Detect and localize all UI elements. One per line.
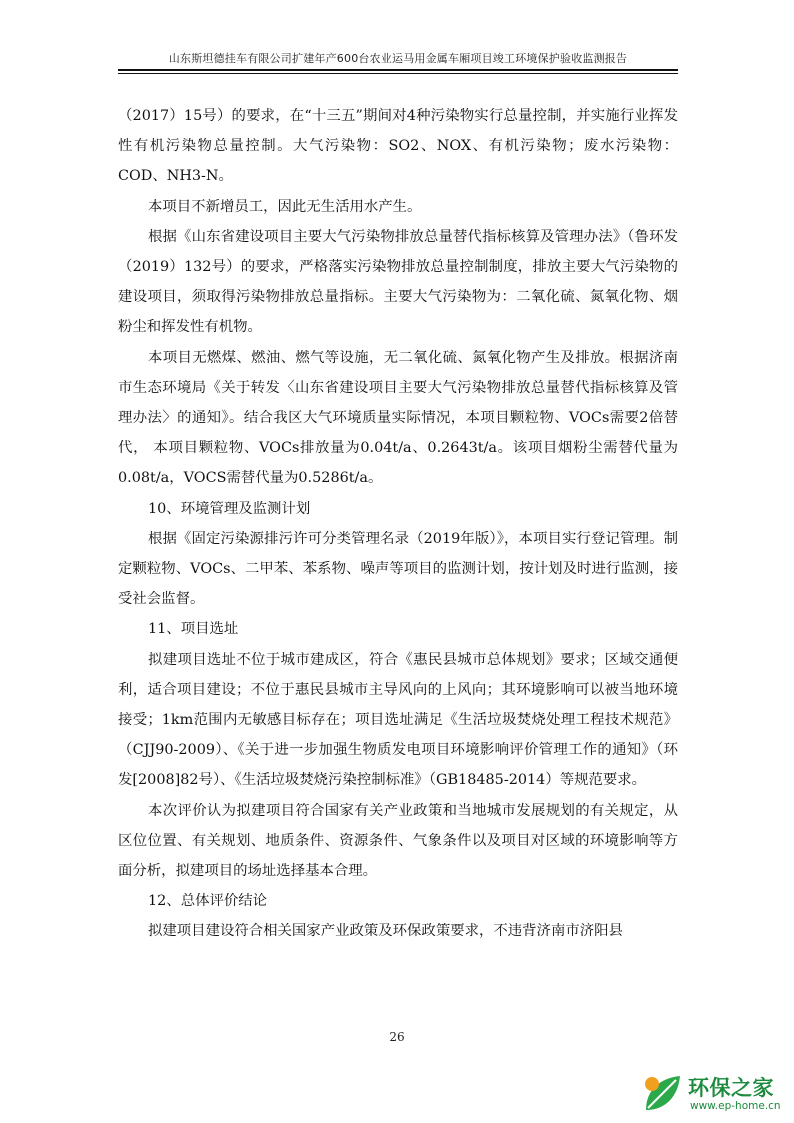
page-header: 山东斯坦德挂车有限公司扩建年产600台农业运马用金属车厢项目竣工环境保护验收监测报告 bbox=[168, 52, 628, 65]
page-number: 26 bbox=[389, 1030, 405, 1044]
paragraph-site-selection: 拟建项目选址不位于城市建成区，符合《惠民县城市总体规划》要求；区域交通便利，适合项目建设；不位于惠民县城市主导风向的上风向；其环境影响可以被当地环境接受；1km范围内无敏感目标存在；项目选址满足《生活垃圾焚烧处理工程技术规范》（CJJ90-2009）、《关于进一步加强生物质发电项目环境影响评价管理工作的通知》（环发[2008]82号）、《生活垃圾焚烧污染控制标准》（GB18485-2014）等规范要求。 bbox=[118, 651, 678, 789]
document-body bbox=[118, 101, 678, 947]
watermark-brand-name: 环保之家 bbox=[688, 1076, 774, 1100]
paragraph-substitution: 本项目无燃煤、燃油、燃气等设施，无二氧化硫、氮氧化物产生及排放。根据济南市生态环境局《关于转发〈山东省建设项目主要大气污染物排放总量替代指标核算及管理办法〉的通知》。结合我区大气环境质量实际情况，本项目颗粒物、VOCs需要2倍替代， 本项目颗粒物、VOCs排放量为0.04t/a、0.2643t/a。该项目烟粉尘需替代量为0.08t/a，VOCS需替代量为0.5286t/a。 bbox=[118, 349, 678, 487]
header-divider-thick bbox=[118, 69, 678, 71]
watermark-url[interactable]: www.ep-home.cn bbox=[690, 1100, 781, 1112]
leaf-logo-icon bbox=[640, 1072, 686, 1116]
paragraph-no-new-staff: 本项目不新增员工，因此无生活用水产生。 bbox=[148, 198, 422, 215]
header-divider-thin bbox=[118, 73, 678, 74]
section-heading-10: 10、环境管理及监测计划 bbox=[148, 500, 311, 517]
paragraph-emission-indicators: 根据《山东省建设项目主要大气污染物排放总量替代指标核算及管理办法》（鲁环发（2019）132号）的要求，严格落实污染物排放总量控制制度，排放主要大气污染物的建设项目，须取得污染物排放总量指标。主要大气污染物为：二氧化硫、氮氧化物、烟粉尘和挥发性有机物。 bbox=[118, 228, 678, 336]
paragraph-overall-conclusion: 拟建项目建设符合相关国家产业政策及环保政策要求，不违背济南市济阳县 bbox=[148, 923, 623, 940]
section-heading-12: 12、总体评价结论 bbox=[148, 893, 268, 910]
paragraph-permit-management: 根据《固定污染源排污许可分类管理名录（2019年版）》，本项目实行登记管理。制定颗粒物、VOCs、二甲苯、苯系物、噪声等项目的监测计划，按计划及时进行监测，接受社会监督。 bbox=[118, 530, 678, 608]
site-watermark bbox=[640, 1070, 794, 1120]
section-heading-11: 11、项目选址 bbox=[148, 621, 239, 638]
paragraph-total-control: （2017）15号）的要求，在“十三五”期间对4种污染物实行总量控制，并实施行业挥发性有机污染物总量控制。大气污染物：SO2、NOX、有机污染物；废水污染物：COD、NH3-N。 bbox=[118, 108, 678, 185]
paragraph-site-assessment: 本次评价认为拟建项目符合国家有关产业政策和当地城市发展规划的有关规定，从区位位置、有关规划、地质条件、资源条件、气象条件以及项目对区域的环境影响等方面分析，拟建项目的场址选择基本合理。 bbox=[118, 802, 678, 880]
